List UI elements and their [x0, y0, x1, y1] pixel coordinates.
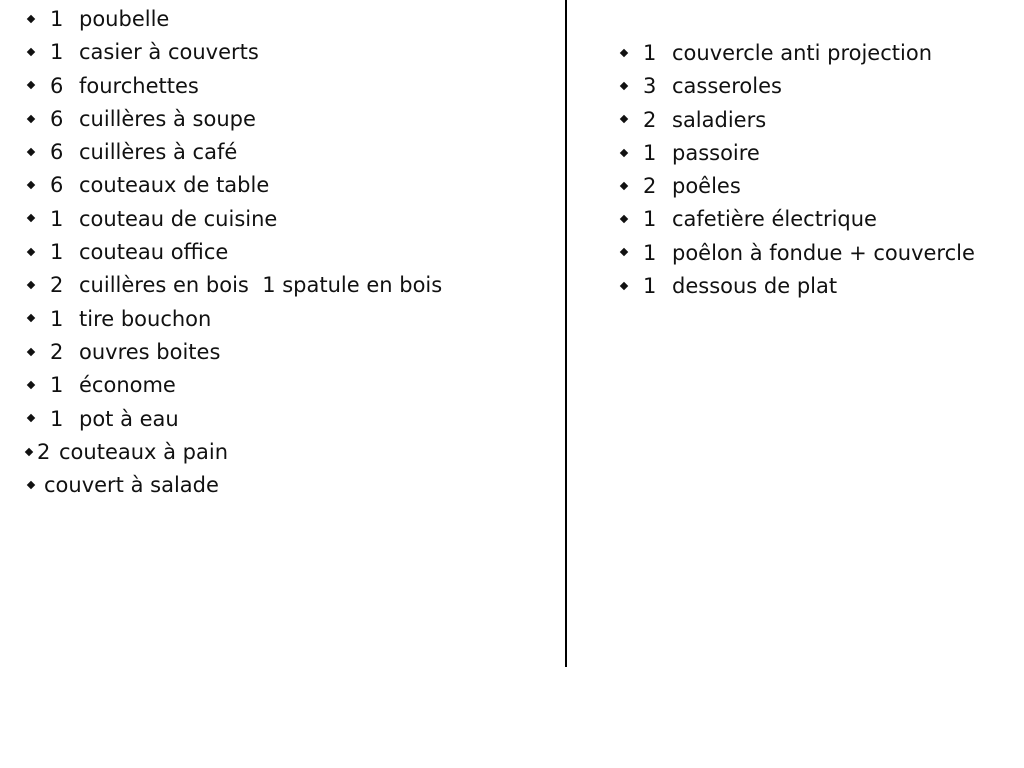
list-item: [24, 303, 554, 336]
item-label: dessous de plat: [672, 274, 838, 299]
item-quantity: 1: [50, 240, 64, 265]
item-label: poêles: [672, 174, 741, 199]
list-item: [24, 203, 554, 236]
item-label: couteau office: [79, 240, 229, 265]
diamond-bullet-icon: [25, 447, 33, 455]
diamond-bullet-icon: [27, 181, 35, 189]
item-label: pot à eau: [79, 406, 179, 431]
list-item: [617, 137, 1017, 170]
list-item: [24, 403, 554, 436]
diamond-bullet-icon: [27, 247, 35, 255]
item-label: couvercle anti projection: [672, 41, 932, 65]
item-quantity: 6: [50, 140, 64, 165]
item-label: économe: [79, 373, 176, 398]
diamond-bullet-icon: [27, 414, 35, 422]
left-inventory-list: [24, 3, 554, 502]
diamond-bullet-icon: [27, 48, 35, 56]
item-quantity: 1: [643, 207, 657, 232]
list-item: [617, 237, 1017, 270]
item-label: tire bouchon: [79, 306, 212, 331]
diamond-bullet-icon: [27, 148, 35, 156]
item-quantity: 1: [50, 7, 64, 31]
item-quantity: 3: [643, 74, 657, 99]
item-label: passoire: [672, 140, 760, 165]
list-item: [24, 36, 554, 69]
list-item: [617, 70, 1017, 103]
item-quantity: 1: [643, 274, 657, 299]
diamond-bullet-icon: [620, 82, 628, 90]
item-label: cuillères en bois 1 spatule en bois: [79, 273, 443, 298]
item-label: couteaux de table: [79, 173, 270, 198]
list-item: [24, 269, 554, 302]
list-item: [24, 236, 554, 269]
list-item: [617, 203, 1017, 236]
diamond-bullet-icon: [27, 114, 35, 122]
item-label: poubelle: [79, 7, 170, 31]
diamond-bullet-icon: [27, 347, 35, 355]
diamond-bullet-icon: [27, 281, 35, 289]
item-label: casseroles: [672, 74, 782, 99]
item-quantity: 2: [643, 174, 657, 199]
item-quantity: 2: [643, 107, 657, 132]
list-item: [24, 70, 554, 103]
item-quantity: 1: [50, 40, 64, 65]
list-item: [24, 436, 554, 469]
list-item: [24, 136, 554, 169]
list-item: [24, 169, 554, 202]
list-item: [24, 469, 554, 502]
list-item: [617, 270, 1017, 303]
diamond-bullet-icon: [620, 215, 628, 223]
item-quantity: 1: [50, 306, 64, 331]
item-label: couteau de cuisine: [79, 206, 278, 231]
diamond-bullet-icon: [27, 81, 35, 89]
item-label: fourchettes: [79, 73, 199, 98]
diamond-bullet-icon: [620, 248, 628, 256]
item-label: couvert à salade: [44, 473, 219, 498]
item-quantity: 1: [643, 240, 657, 265]
item-label: cuillères à soupe: [79, 106, 256, 131]
diamond-bullet-icon: [620, 48, 628, 56]
list-item: [24, 3, 554, 36]
item-label: ouvres boites: [79, 339, 221, 364]
right-inventory-list: [617, 37, 1017, 303]
item-quantity: 1: [643, 41, 657, 65]
item-quantity: 2: [50, 273, 64, 298]
item-quantity: 1: [50, 373, 64, 398]
item-quantity: 6: [50, 73, 64, 98]
item-label: couteaux à pain: [59, 439, 229, 464]
diamond-bullet-icon: [27, 381, 35, 389]
diamond-bullet-icon: [27, 14, 35, 22]
item-quantity: 1: [50, 406, 64, 431]
list-item: [24, 369, 554, 402]
diamond-bullet-icon: [620, 115, 628, 123]
item-quantity: 6: [50, 173, 64, 198]
item-label: saladiers: [672, 107, 767, 132]
list-item: [617, 170, 1017, 203]
column-divider: [565, 0, 567, 667]
diamond-bullet-icon: [620, 281, 628, 289]
list-item: [617, 104, 1017, 137]
diamond-bullet-icon: [620, 182, 628, 190]
item-label: casier à couverts: [79, 40, 259, 65]
list-item: [617, 37, 1017, 70]
item-quantity: 6: [50, 106, 64, 131]
item-quantity: 1: [50, 206, 64, 231]
diamond-bullet-icon: [27, 481, 35, 489]
item-quantity: 1: [643, 140, 657, 165]
list-item: [24, 103, 554, 136]
item-quantity: 2: [37, 439, 51, 464]
diamond-bullet-icon: [27, 214, 35, 222]
list-item: [24, 336, 554, 369]
diamond-bullet-icon: [27, 314, 35, 322]
item-label: poêlon à fondue + couvercle: [672, 240, 975, 265]
item-label: cuillères à café: [79, 140, 238, 165]
item-label: cafetière électrique: [672, 207, 877, 232]
diamond-bullet-icon: [620, 148, 628, 156]
item-quantity: 2: [50, 339, 64, 364]
